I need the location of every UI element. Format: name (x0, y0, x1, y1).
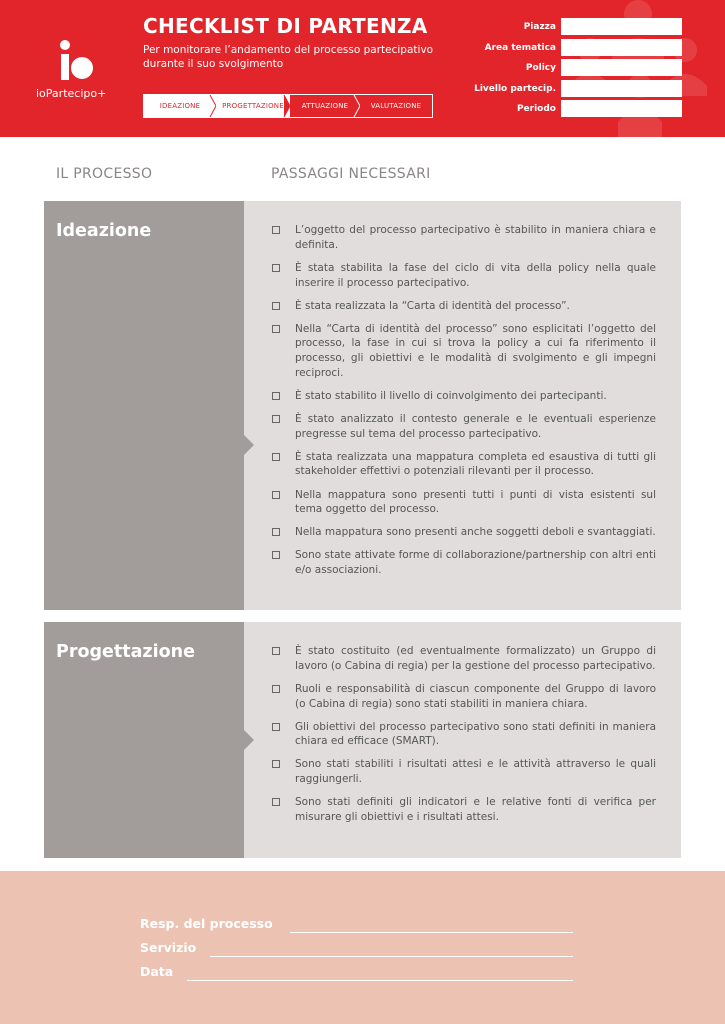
checklist-item: Nella mappatura sono presenti anche soggetti deboli e svantaggiati. (272, 525, 656, 540)
checkbox[interactable] (272, 302, 280, 310)
checkbox[interactable] (272, 491, 280, 499)
resp-row (140, 916, 573, 936)
header (0, 0, 725, 137)
step-progettazione: PROGETTAZIONE (216, 95, 290, 117)
data-label: Data (140, 964, 174, 979)
checklist-item: L’oggetto del processo partecipativo è stabilito in maniera chiara e definita. (272, 223, 656, 252)
checklist-item: Nella “Carta di identità del processo” sono esplicitati l’oggetto del processo, la fase in cui si trova la policy a cui fa riferimento il processo, gli obiettivi e le modalità di svolgimento e gli impegni reciproci. (272, 322, 656, 381)
section-title: Progettazione (56, 642, 195, 662)
checkbox[interactable] (272, 392, 280, 400)
field-livello (470, 80, 682, 101)
field-label: Periodo (516, 104, 556, 114)
checkbox[interactable] (272, 325, 280, 333)
data-line[interactable] (187, 980, 573, 981)
checkbox[interactable] (272, 226, 280, 234)
checkbox[interactable] (272, 647, 280, 655)
checklist-item: Nella mappatura sono presenti tutti i punti di vista esistenti sul tema oggetto del processo. (272, 488, 656, 517)
checklist-item: È stato stabilito il livello di coinvolgimento dei partecipanti. (272, 389, 656, 404)
periodo-input[interactable] (561, 100, 682, 117)
checklist-item: Sono state attivate forme di collaborazione/partnership con altri enti e/o associazioni. (272, 548, 656, 577)
field-piazza (470, 18, 682, 39)
resp-label: Resp. del processo (140, 916, 273, 931)
section-title: Ideazione (56, 221, 152, 241)
column-heading-processo: IL PROCESSO (56, 166, 153, 182)
checkbox[interactable] (272, 723, 280, 731)
page-title: CHECKLIST DI PARTENZA (143, 14, 428, 38)
field-label: Livello partecip. (474, 83, 556, 94)
checklist-item: È stato analizzato il contesto generale e le eventuali esperienze pregresse sul tema del processo partecipativo. (272, 412, 656, 441)
checklist-item: Sono stati definiti gli indicatori e le relative fonti di verifica per misurare gli obiettivi e i risultati attesi. (272, 795, 656, 824)
arrow-notch-icon (244, 730, 254, 750)
field-periodo (470, 100, 682, 121)
checkbox[interactable] (272, 453, 280, 461)
logo (36, 40, 116, 110)
checklist-item: Sono stati stabiliti i risultati attesi e le attività attraverso le quali raggiungerli. (272, 757, 656, 786)
arrow-notch-icon (244, 435, 254, 455)
field-policy (470, 59, 682, 80)
checkbox[interactable] (272, 415, 280, 423)
step-ideazione: IDEAZIONE (144, 95, 216, 117)
checkbox[interactable] (272, 760, 280, 768)
livello-input[interactable] (561, 80, 682, 97)
checklist-item: Ruoli e responsabilità di ciascun componente del Gruppo di lavoro (o Cabina di regia) sono stati stabiliti in maniera chiara. (272, 682, 656, 711)
checklist-item: È stato costituito (ed eventualmente formalizzato) un Gruppo di lavoro (o Cabina di regia) per la gestione del processo partecipativo. (272, 644, 656, 673)
checkbox[interactable] (272, 798, 280, 806)
page-subtitle: Per monitorare l’andamento del processo partecipativo durante il suo svolgimento (143, 44, 434, 70)
checkbox[interactable] (272, 551, 280, 559)
servizio-row (140, 940, 573, 960)
header-fields (470, 18, 682, 121)
field-label: Policy (525, 63, 556, 73)
servizio-line[interactable] (210, 956, 573, 957)
area-tematica-input[interactable] (561, 39, 682, 56)
signature-footer (0, 871, 725, 1024)
field-area-tematica (470, 39, 682, 60)
section-ideazione (44, 201, 681, 610)
checklist (272, 644, 656, 833)
section-progettazione (44, 622, 681, 858)
checkbox[interactable] (272, 528, 280, 536)
phase-steps (143, 94, 433, 118)
resp-line[interactable] (290, 932, 573, 933)
field-label: Piazza (523, 22, 556, 32)
piazza-input[interactable] (561, 18, 682, 35)
step-valutazione: VALUTAZIONE (360, 95, 432, 117)
checklist (272, 223, 656, 586)
field-label: Area tematica (484, 42, 556, 53)
policy-input[interactable] (561, 59, 682, 76)
data-row (140, 964, 573, 984)
checkbox[interactable] (272, 685, 280, 693)
checkbox[interactable] (272, 264, 280, 272)
logo-text: ioPartecipo+ (36, 87, 107, 100)
checklist-item: È stata realizzata una mappatura completa ed esaustiva di tutti gli stakeholder effettivi o potenziali rilevanti per il processo. (272, 450, 656, 479)
step-attuazione: ATTUAZIONE (290, 95, 360, 117)
checklist-item: Gli obiettivi del processo partecipativo sono stati definiti in maniera chiara ed efficace (SMART). (272, 720, 656, 749)
checklist-item: È stata stabilita la fase del ciclo di vita della policy nella quale inserire il processo partecipativo. (272, 261, 656, 290)
column-heading-passaggi: PASSAGGI NECESSARI (271, 166, 431, 182)
iopartecipo-logo-icon (58, 40, 98, 82)
checklist-item: È stata realizzata la “Carta di identità del processo”. (272, 299, 656, 314)
servizio-label: Servizio (140, 940, 197, 955)
